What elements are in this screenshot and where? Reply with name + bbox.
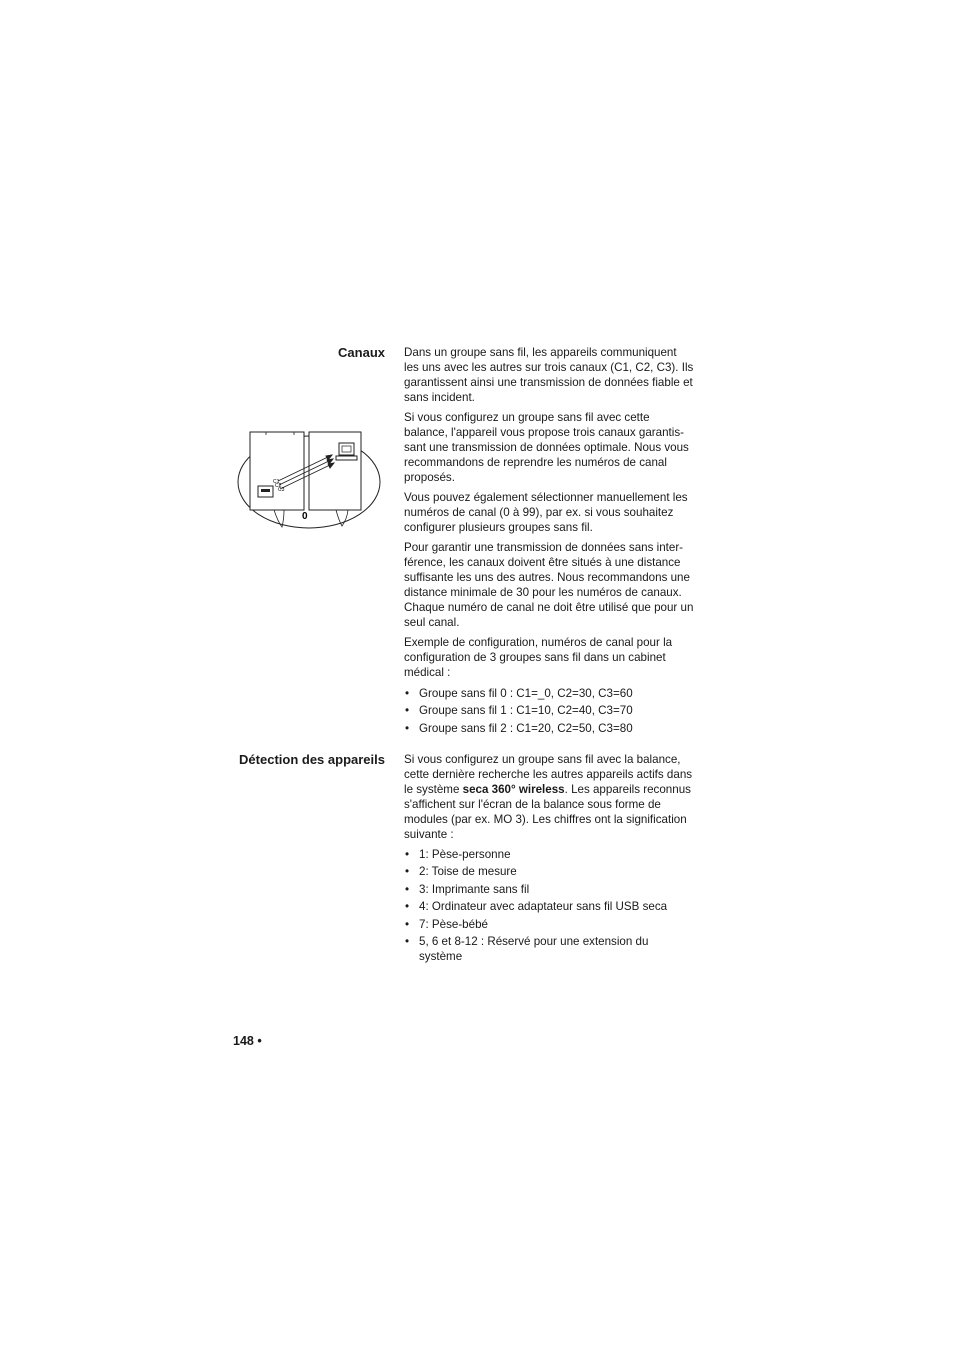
group-number-label: 0 xyxy=(302,511,308,522)
list-item: • 1: Pèse-personne xyxy=(404,848,694,863)
list-item: • 2: Toise de mesure xyxy=(404,865,694,880)
door-swing-right xyxy=(336,510,348,526)
device-code-list xyxy=(404,848,694,965)
list-item: • 4: Ordinateur avec adaptateur sans fil USB seca xyxy=(404,900,694,915)
list-item: • Groupe sans fil 1 : C1=10, C2=40, C3=70 xyxy=(404,704,694,719)
channel-label-c2: C2 xyxy=(275,483,282,489)
computer-icon xyxy=(336,443,357,460)
page-number: 148 • xyxy=(233,1034,262,1048)
list-item: • 5, 6 et 8-12 : Réservé pour une extension du système xyxy=(404,935,694,965)
channel-label-c1: C1 xyxy=(273,479,280,485)
paragraph: Vous pouvez également sélectionner manuellement les numéros de canal (0 à 99), par ex. si vous souhaitez configurer plusieurs groupes sans fil. xyxy=(404,491,688,534)
room-left xyxy=(250,432,304,510)
list-item: • 3: Imprimante sans fil xyxy=(404,883,694,898)
door-swing-left xyxy=(274,510,284,527)
list-item: • Groupe sans fil 2 : C1=20, C2=50, C3=80 xyxy=(404,722,694,737)
wireless-group-illustration xyxy=(236,425,382,531)
channel-example-list xyxy=(404,687,694,737)
list-item: • 7: Pèse-bébé xyxy=(404,918,694,933)
section-body-detection xyxy=(404,753,694,968)
paragraph: Si vous configurez un groupe sans fil avec cette balance, l'appareil vous propose trois canaux garantis-sant une transmission de données optimale. Nous vous recommandons de reprendre les numéros de canal proposés. xyxy=(404,411,689,484)
section-body-canaux xyxy=(404,346,694,739)
section-heading-detection: Détection des appareils xyxy=(239,752,385,767)
paragraph: Si vous configurez un groupe sans fil avec la balance, cette dernière recherche les autres appareils actifs dans le système seca 360° wireless. Les appareils reconnus s'affichent sur l'écran de la balance sous forme de modules (par ex. MO 3). Les chiffres ont la signification suivante : xyxy=(404,753,693,841)
paragraph: Pour garantir une transmission de données sans inter-férence, les canaux doivent être situés à une distance suffisante les uns des autres. Nous recommandons une distance minimale de 30 pour les numéros de canaux. Chaque numéro de canal ne doit être utilisé que pour un seul canal. xyxy=(404,541,694,629)
list-item: • Groupe sans fil 0 : C1=_0, C2=30, C3=60 xyxy=(404,687,694,702)
section-heading-canaux: Canaux xyxy=(338,345,385,360)
paragraph: Exemple de configuration, numéros de canal pour la configuration de 3 groupes sans fil dans un cabinet médical : xyxy=(404,636,673,680)
paragraph: Dans un groupe sans fil, les appareils communiquent les uns avec les autres sur trois canaux (C1, C2, C3). Ils garantissent ainsi une transmission de données fiable et sans incident. xyxy=(404,346,694,404)
product-name: seca 360° wireless xyxy=(462,782,565,796)
channel-label-c3: C3 xyxy=(278,487,285,493)
